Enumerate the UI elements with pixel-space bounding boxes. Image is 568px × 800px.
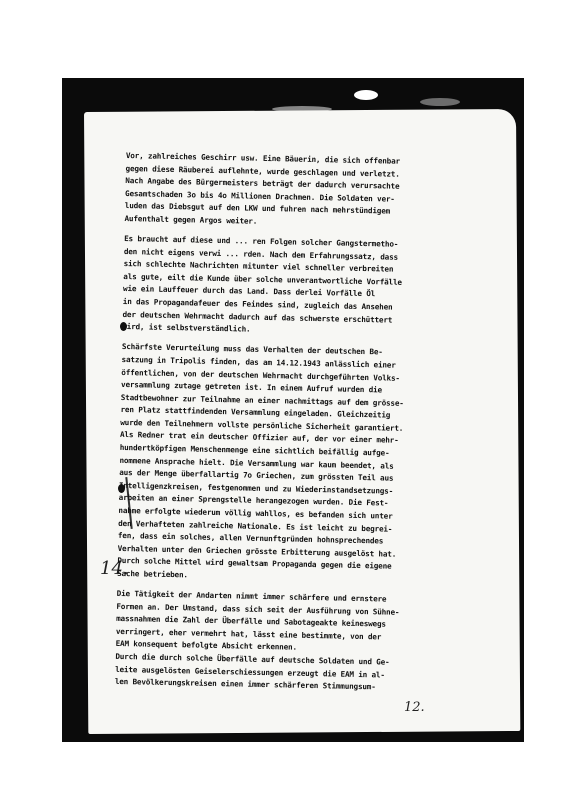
text-line: wie ein Lauffeuer durch das Land. Dass derlei Vorfälle Öl <box>122 284 376 299</box>
text-line: verringert, eher vermehrt hat, lässt eine bestimmte, von der <box>115 626 382 642</box>
text-line: len Bevölkerungskreisen einen immer schärferen Stimmungsum- <box>114 677 376 692</box>
text-line: öffentlichen, von der deutschen Wehrmacht durchgeführten Volks- <box>121 367 400 383</box>
text-line: Durch solche Mittel wird gewaltsam Propaganda gegen die eigene <box>117 556 392 572</box>
text-line: den nicht eigens verwi ... rden. Nach dem Erfahrungssatz, dass <box>123 246 399 262</box>
text-line: als gute, eilt die Kunde über solche unverantwortliche Vorfälle <box>123 271 402 287</box>
text-line: leite ausgelösten Geiselerschiessungen erzeugt die EAM in al- <box>115 664 385 680</box>
text-line: in das Propagandafeuer des Feindes sind, zugleich das Ansehen <box>122 296 393 312</box>
text-line: gegen diese Räuberei auflehnte, wurde geschlagen und verletzt. <box>125 163 400 179</box>
text-line: Verhalten unter den Griechen grösste Erbitterung ausgelöst hat. <box>117 543 397 559</box>
text-line: hundertköpfigen Menschenmenge eine sichtlich beifällig aufge- <box>119 442 390 458</box>
text-line: Die Tätigkeit der Andarten nimmt immer schärfere und ernstere <box>116 588 387 604</box>
text-line: EAM konsequent befolgte Absicht erkennen. <box>115 639 298 653</box>
text-line: nahme erfolgte wiederum völlig wahllos, es befanden sich unter <box>118 505 393 521</box>
text-line: Formen an. Der Umstand, dass sich seit der Ausführung von Sühne- <box>116 601 400 617</box>
text-line: Durch die durch solche Überfälle auf deutsche Soldaten und Ge- <box>115 651 390 667</box>
text-line: der deutschen Wehrmacht dadurch auf das schwerste erschüttert <box>122 309 393 325</box>
text-line: aus der Menge überfallartig 7o Griechen, zum grössten Teil aus <box>119 468 394 483</box>
text-line: arbeiten an einer Sprengstelle herangezogen wurden. Die Fest- <box>118 493 389 509</box>
text-line: Gesamtschaden 3o bis 4o Millionen Drachmen. Die Soldaten ver- <box>124 188 395 204</box>
text-line: wird, ist selbstverständlich. <box>122 322 251 334</box>
text-line: massnahmen die Zahl der Überfälle und Sabotageakte keineswegs <box>116 614 386 629</box>
text-line: satzung in Tripolis finden, das am 14.12.1943 anlässlich einer <box>121 354 396 370</box>
text-line: Stadtbewohner zur Teilnahme an einer nachmittags auf dem grösse- <box>120 392 404 408</box>
text-line: versammlung zutage getreten ist. In einem Aufruf wurden die <box>120 380 383 395</box>
text-line: Sache betrieben. <box>117 568 188 580</box>
text-line: Intelligenzkreisen, festgenommen und zu Wiederinstandsetzungs- <box>118 480 394 496</box>
text-line: luden das Diebsgut auf den LKW und fuhren nach mehrstündigem <box>124 201 391 216</box>
text-line: Vor, zahlreiches Geschirr usw. Eine Bäuerin, die sich offenbar <box>125 150 401 166</box>
page-number: 12. <box>404 700 425 715</box>
text-line: Schärfste Verurteilung muss das Verhalten der deutschen Be- <box>121 342 383 357</box>
text-line: Es braucht auf diese und ... ren Folgen solcher Gangstermetho- <box>124 234 399 249</box>
text-line: Als Redner trat ein deutscher Offizier auf, der vor einer mehr- <box>119 430 399 446</box>
text-line: nommene Ansprache hielt. Die Versammlung war kaum beendet, als <box>119 455 394 471</box>
typed-text <box>115 150 486 704</box>
margin-note: 14. <box>100 558 129 579</box>
text-line: ren Platz stattfindenden Versammlung eingeladen. Gleichzeitig <box>120 405 391 420</box>
text-line: sich schlechte Nachrichten mitunter viel schneller verbreiten <box>123 259 394 274</box>
text-line: den Verhafteten zahlreiche Nationale. Es ist leicht zu begrei- <box>118 518 393 534</box>
text-line: fen, dass ein solches, allen Vernunftgründen hohnsprechendes <box>117 531 384 546</box>
text-line: Nach Angabe des Bürgermeisters beträgt der dadurch verursachte <box>125 176 400 191</box>
text-line: Aufenthalt gegen Argos weiter. <box>124 213 258 226</box>
paragraph <box>117 341 482 588</box>
paragraph <box>124 150 486 233</box>
paragraph <box>115 588 477 696</box>
text-line: wurde den Teilnehmern vollste persönliche Sicherheit garantiert. <box>120 417 404 433</box>
paragraph <box>122 233 484 341</box>
